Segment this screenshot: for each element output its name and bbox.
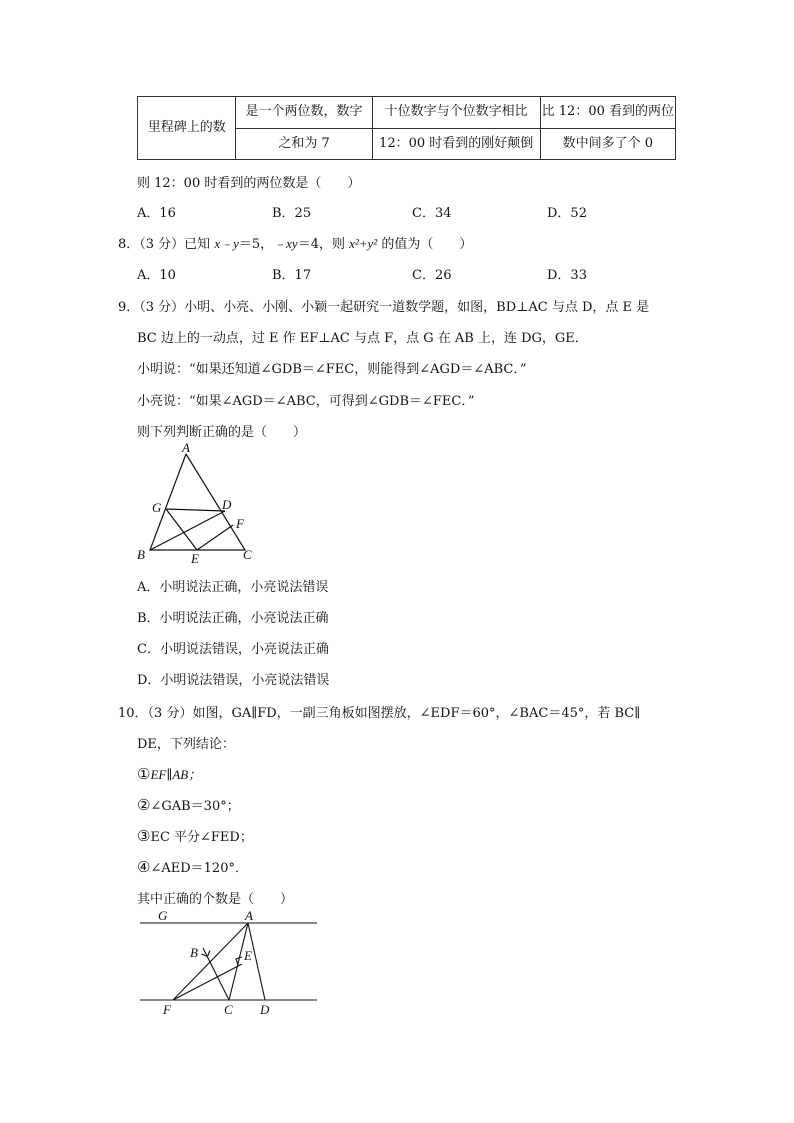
q8-cond1: x﹣y [214,236,239,251]
q10-label-f: F [163,1002,171,1017]
q9-option-a: A．小明说法正确，小亮说法错误 [137,580,329,595]
q10-conclusion-1-num: ① [137,765,151,783]
q10-conclusion-1 [137,764,201,783]
table-cell-extra-zero-2: 数中间多了个 0 [540,128,675,160]
q9-label-c: C [243,547,252,562]
q9-line-3: 小明说：“如果还知道∠GDB＝∠FEC，则能得到∠AGD＝∠ABC．” [137,362,527,377]
table-cell-extra-zero: 比 12：00 看到的两位 [540,97,675,129]
q10-conclusion-2 [137,795,240,814]
q9-line-4: 小亮说：“如果∠AGD＝∠ABC，可得到∠GDB＝∠FEC．” [137,394,475,409]
q10-conclusion-3 [137,826,253,845]
q10-conclusion-2-text: ∠GAB＝30°； [150,799,240,814]
q9-label-e: E [191,551,199,566]
table-cell-milestone: 里程碑上的数 [138,97,236,160]
q10-label-g: G [158,908,168,923]
q9-label-d: D [222,497,232,512]
q9-label-a: A [182,440,190,455]
q7-stem: 则 12：00 时看到的两位数是（ ） [137,176,361,191]
q10-conclusion-3-text: EC 平分∠FED； [150,830,253,845]
q9-option-b: B．小明说法正确，小亮说法正确 [137,611,329,626]
q10-conclusion-1-text: EF∥AB； [150,767,202,782]
table-cell-two-digit: 是一个两位数，数字 [236,97,372,129]
q10-conclusion-4-text: ∠AED＝120°． [150,861,248,876]
q10-label-e: E [244,948,252,963]
q9-line-5: 则下列判断正确的是（ ） [137,425,307,440]
q8-option-c: C．26 [412,268,452,283]
q8-option-a: A．10 [137,268,176,283]
q7-option-d: D．52 [547,206,587,221]
q10-set-square-figure [135,905,325,1023]
q10-label-c: C [224,1002,233,1017]
q8-suffix: 的值为（ ） [377,237,473,252]
q9-label-b: B [137,547,145,562]
q9-option-c: C．小明说法错误，小亮说法正确 [137,642,329,657]
q8-prefix: 8．（3 分）已知 [118,237,215,252]
q8-eq1: ＝5， [238,237,274,252]
q9-option-d: D．小明说法错误，小亮说法错误 [137,673,330,688]
q8-eq2: ＝4，则 [297,237,350,252]
q9-line-1: 9．（3 分）小明、小亮、小刚、小颖一起研究一道数学题，如图，BD⊥AC 与点 D，点 E 是 [118,300,650,315]
q10-conclusion-3-num: ③ [137,827,151,845]
table-cell-reversed-2: 12：00 时看到的刚好颠倒 [372,128,540,160]
q7-option-a: A．16 [137,206,176,221]
q8-stem [118,233,472,252]
q10-conclusion-4-num: ④ [137,858,151,876]
q9-line-2: BC 边上的一动点，过 E 作 EF⊥AC 与点 F，点 G 在 AB 上，连 DG，GE． [137,331,588,346]
q10-line-2: DE，下列结论： [137,737,235,752]
clue-table [137,96,676,160]
q10-conclusion-2-num: ② [137,796,151,814]
q9-triangle-figure [130,440,265,570]
q10-label-b: B [190,945,198,960]
table-cell-two-digit-2: 之和为 7 [236,128,372,160]
q9-label-g: G [152,500,162,515]
q8-option-d: D．33 [547,268,587,283]
q10-label-a: A [245,908,253,923]
q10-line-7: 其中正确的个数是（ ） [137,892,294,907]
table-cell-reversed: 十位数字与个位数字相比 [372,97,540,129]
q8-option-b: B．17 [272,268,312,283]
q7-option-c: C．34 [412,206,452,221]
q10-conclusion-4 [137,857,248,876]
q10-line-1: 10．（3 分）如图，GA∥FD，一副三角板如图摆放，∠EDF＝60°，∠BAC＝45°，若 BC∥ [118,706,641,721]
q10-label-d: D [260,1002,270,1017]
q8-cond2: ﹣xy [273,236,298,251]
q7-option-b: B．25 [272,206,312,221]
q9-label-f: F [236,516,244,531]
q8-expr: x²+y² [349,236,378,251]
